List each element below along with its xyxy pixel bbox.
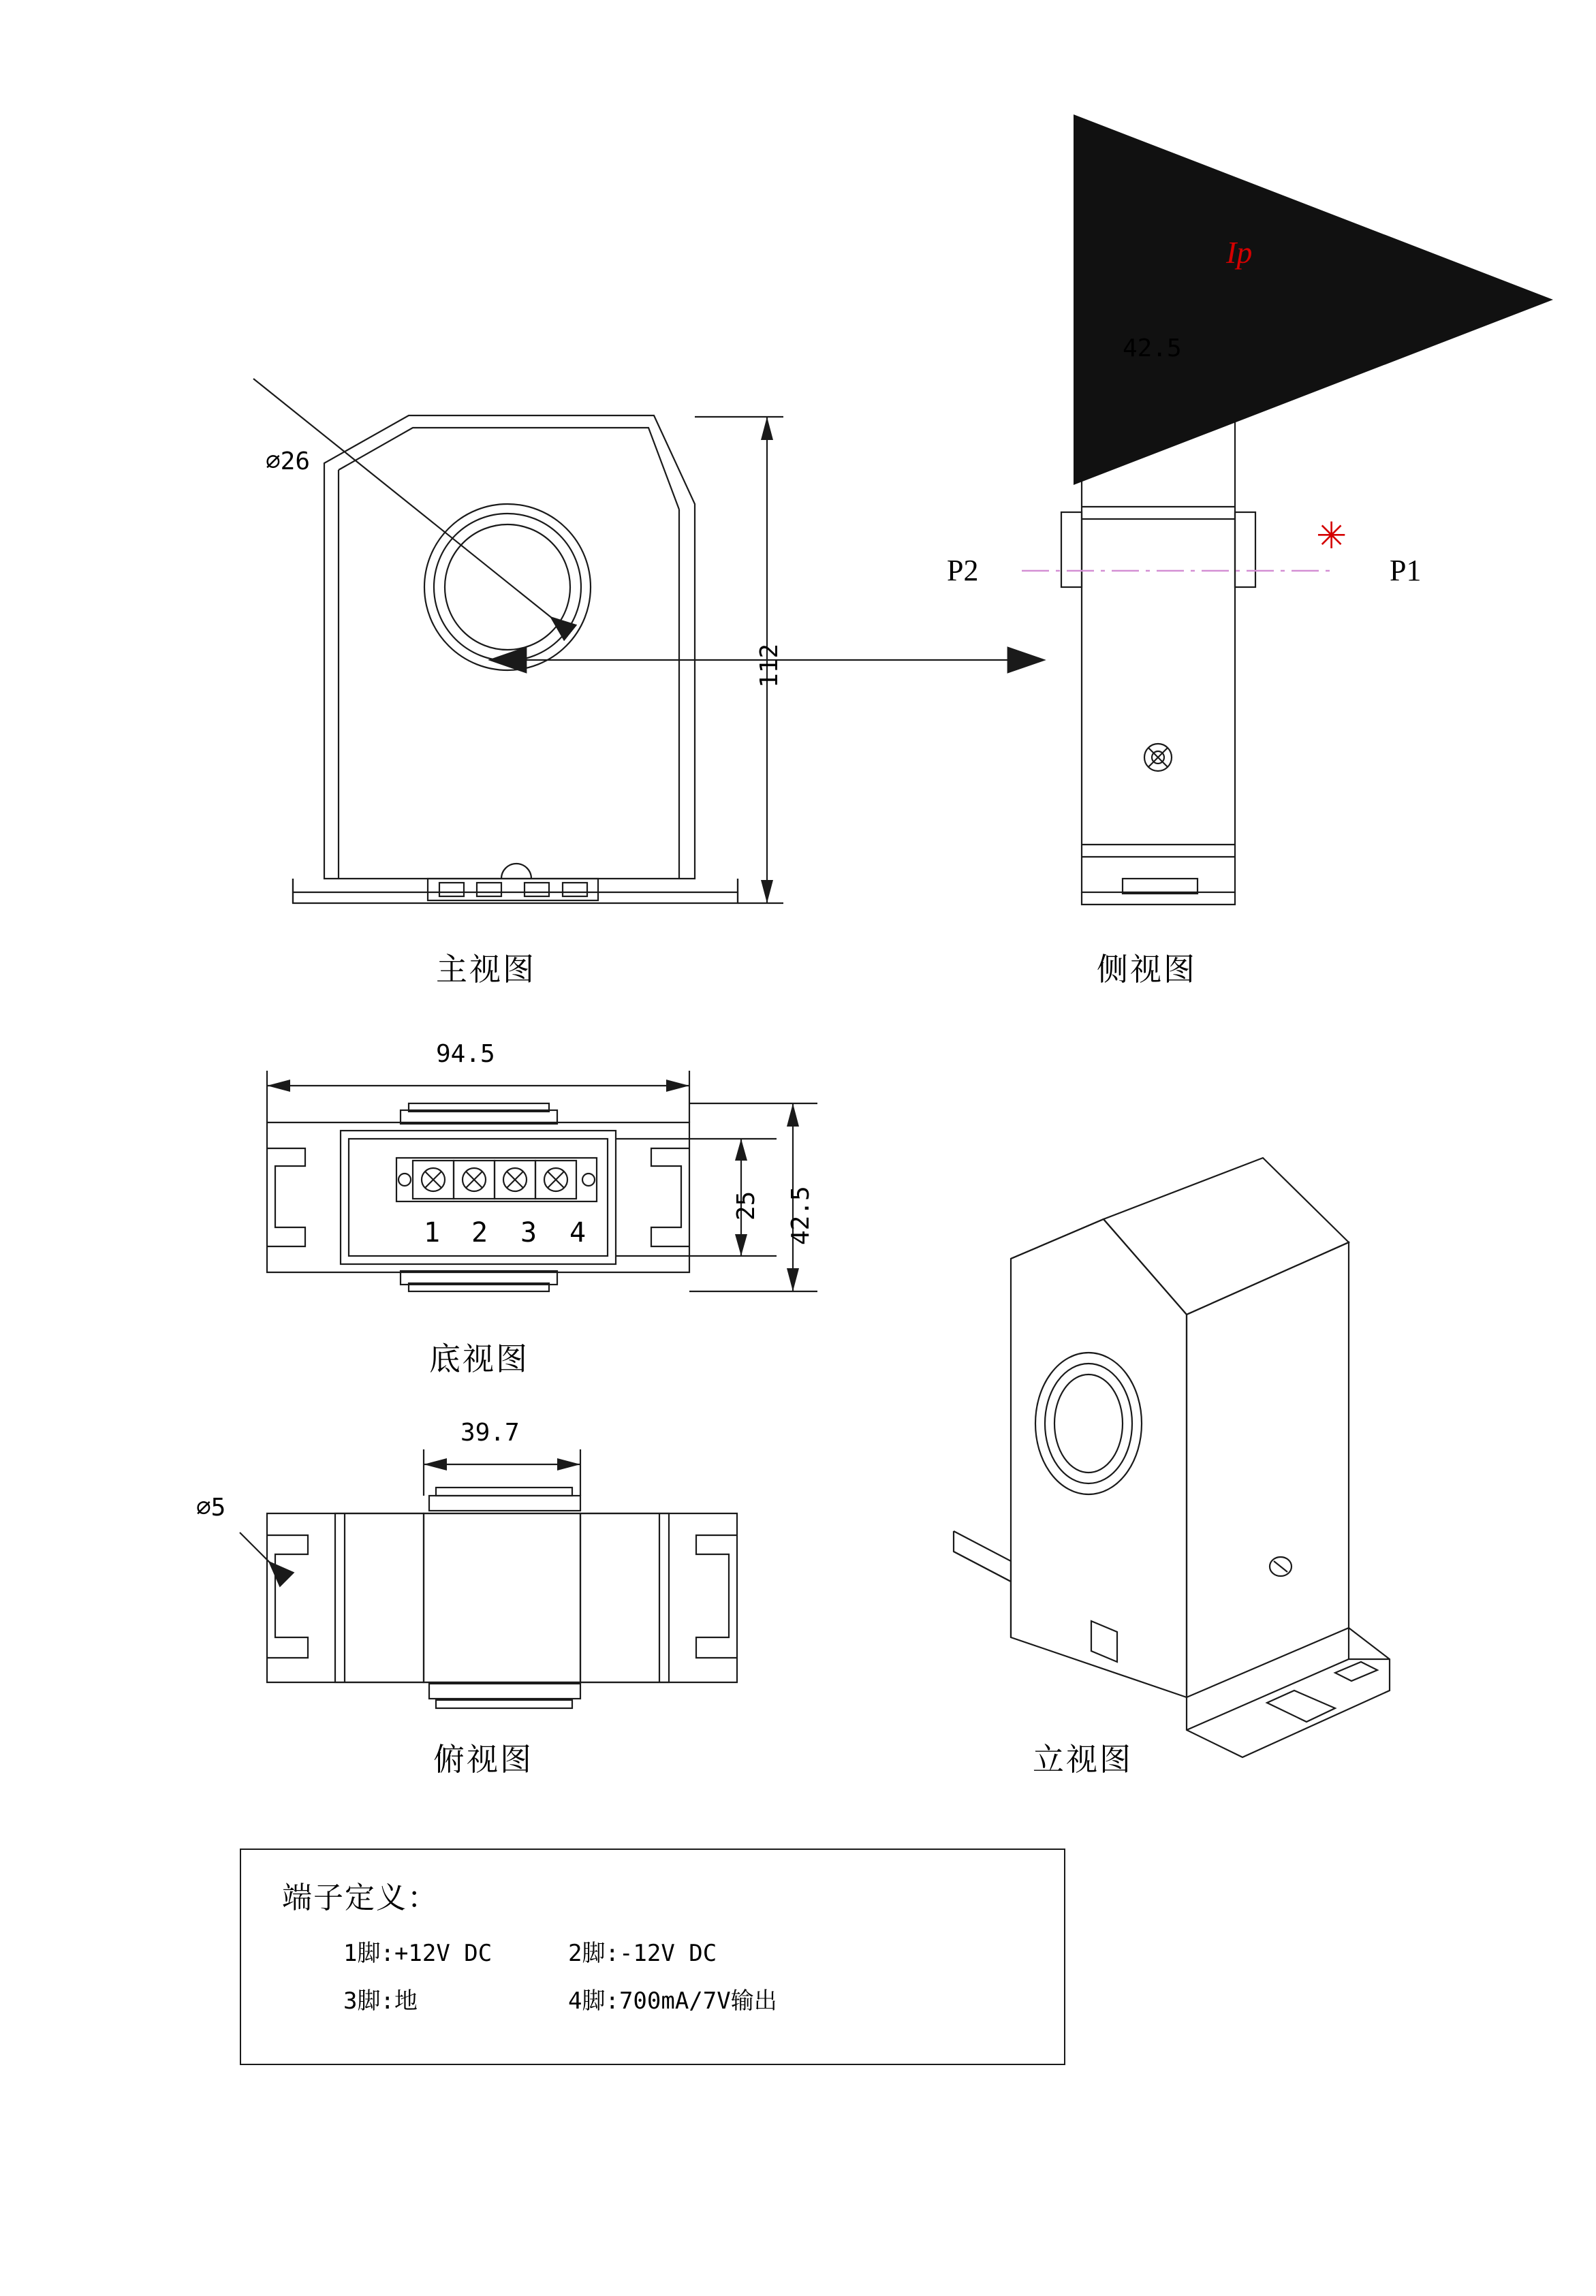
- top-view-caption: 俯视图: [433, 1741, 533, 1778]
- terminal-number-2: 2: [471, 1217, 488, 1248]
- terminal-definition-title: 端子定义：: [282, 1881, 439, 1915]
- ip-direction-label: Ip: [1226, 235, 1253, 270]
- front-hole-diameter-label: ⌀26: [266, 447, 311, 475]
- side-width-label: 42.5: [1123, 334, 1182, 362]
- bottom-width-label: 94.5: [436, 1040, 495, 1068]
- terminal-def-3: 3脚:地: [343, 1987, 418, 2015]
- top-width-label: 39.7: [460, 1419, 520, 1447]
- top-hole-diameter-label: ⌀5: [196, 1494, 226, 1522]
- terminal-definition-box: [240, 1849, 1065, 2065]
- bottom-total-height-label: 42.5: [787, 1186, 815, 1245]
- terminal-def-4: 4脚:700mA/7V输出: [568, 1987, 777, 2015]
- terminal-number-4: 4: [569, 1217, 586, 1248]
- p2-label: P2: [947, 554, 979, 587]
- terminal-number-1: 1: [424, 1217, 441, 1248]
- terminal-def-2: 2脚:-12V DC: [568, 1940, 717, 1967]
- iso-view-caption: 立视图: [1033, 1741, 1133, 1778]
- terminal-number-3: 3: [520, 1217, 537, 1248]
- top-view-geometry: [267, 1488, 737, 1708]
- bottom-width-dimension: [267, 1071, 689, 1122]
- terminal-def-1: 1脚:+12V DC: [343, 1940, 492, 1967]
- bottom-view-geometry: [267, 1103, 689, 1291]
- side-view-caption: 侧视图: [1097, 951, 1197, 988]
- top-width-dimension: [424, 1449, 580, 1496]
- iso-view-geometry: [954, 1158, 1390, 1757]
- bottom-inner-height-label: 25: [732, 1191, 760, 1221]
- front-view-caption: 主视图: [436, 951, 536, 988]
- terminal-definition-row: [343, 1934, 1024, 1967]
- terminal-definition-row: [343, 1982, 1024, 2015]
- side-view-geometry: [1061, 354, 1255, 905]
- top-hole-leader: [240, 1532, 286, 1579]
- bottom-view-caption: 底视图: [429, 1340, 529, 1377]
- polarity-star-icon: ✳: [1316, 514, 1347, 557]
- front-height-label: 112: [755, 643, 783, 688]
- p1-label: P1: [1390, 554, 1422, 587]
